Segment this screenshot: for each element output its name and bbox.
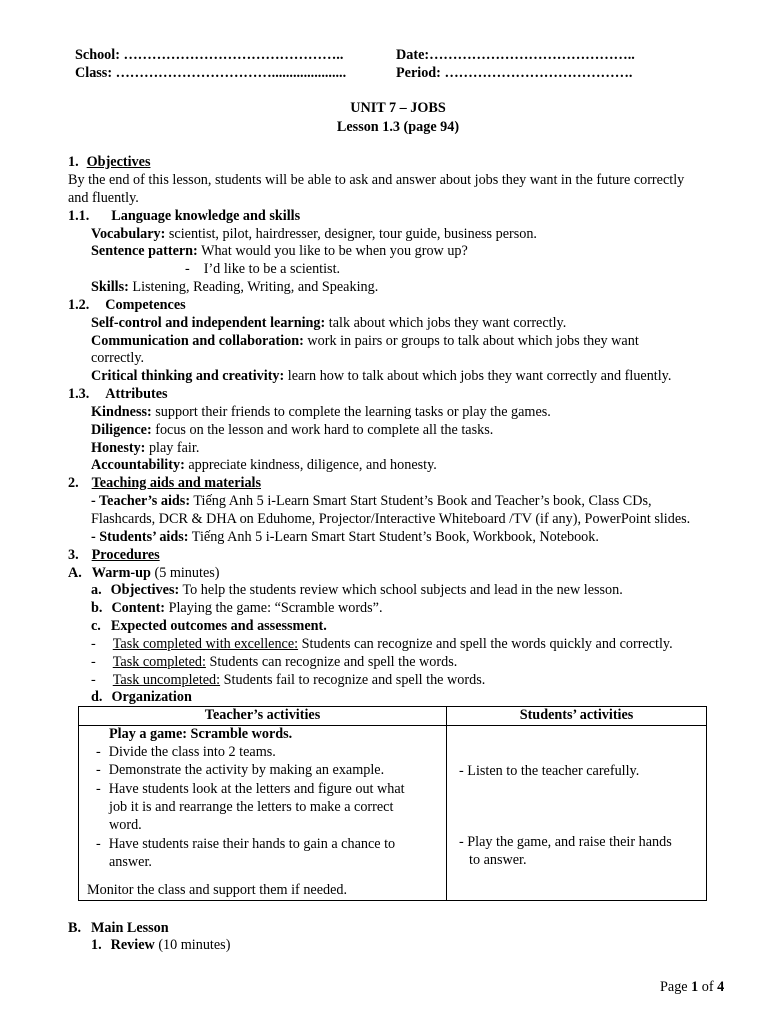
section-1-1-heading: 1.1. Language knowledge and skills: [68, 208, 301, 224]
class-field: Class: …………………………….....................: [75, 65, 347, 81]
section-1-2-heading: 1.2. Competences: [68, 297, 186, 313]
review-heading: 1. Review (10 minutes): [91, 937, 231, 953]
sentence-pattern-line: Sentence pattern: What would you like to be when you grow up?: [91, 243, 468, 259]
vocabulary-line: Vocabulary: scientist, pilot, hairdresser, designer, tour guide, business person.: [91, 226, 537, 242]
teacher-step-4: - Have students raise their hands to gain a chance to: [96, 836, 396, 852]
self-control-line: Self-control and independent learning: talk about which jobs they want correctly.: [91, 315, 567, 331]
accountability-line: Accountability: appreciate kindness, diligence, and honesty.: [91, 457, 437, 473]
teacher-step-2: - Demonstrate the activity by making an example.: [96, 762, 385, 778]
teacher-step-4-cont: answer.: [109, 854, 152, 870]
teacher-aids-line: - Teacher’s aids: Tiếng Anh 5 i-Learn Smart Start Student’s Book and Teacher’s book, Class CDs,: [91, 493, 652, 509]
communication-line: Communication and collaboration: work in pairs or groups to talk about which jobs they want: [91, 333, 639, 349]
kindness-line: Kindness: support their friends to complete the learning tasks or play the games.: [91, 404, 551, 420]
warmup-heading: A. Warm-up (5 minutes): [68, 565, 220, 581]
school-field: School: ………………………………………..: [75, 47, 344, 63]
main-lesson-heading: B. Main Lesson: [68, 920, 169, 936]
procedures-heading: 3. Procedures: [68, 547, 160, 563]
period-field: Period: ………………………………….: [396, 65, 633, 81]
organization-table: [78, 706, 707, 901]
objectives-heading: 1. Objectives: [68, 154, 151, 170]
table-header-row: [79, 707, 707, 726]
page-number: Page 1 of 4: [660, 979, 725, 995]
communication-line-cont: correctly.: [91, 350, 145, 366]
game-title: Play a game: Scramble words.: [109, 726, 293, 742]
critical-thinking-line: Critical thinking and creativity: learn how to talk about which jobs they want correctly and fluently.: [91, 368, 672, 384]
student-step-2: - Play the game, and raise their hands: [459, 834, 672, 850]
pattern-answer: - I’d like to be a scientist.: [185, 261, 341, 277]
teacher-step-3-cont: job it is and rearrange the letters to make a correct: [109, 799, 394, 815]
teacher-step-1: - Divide the class into 2 teams.: [96, 744, 276, 760]
students-activities-header: Students’ activities: [447, 707, 707, 726]
teacher-step-3-cont2: word.: [109, 817, 142, 833]
task-excellence: - Task completed with excellence: Students can recognize and spell the words quickly and correctly.: [91, 636, 673, 652]
diligence-line: Diligence: focus on the lesson and work hard to complete all the tasks.: [91, 422, 494, 438]
organization-heading: d. Organization: [91, 689, 192, 705]
objectives-intro: By the end of this lesson, students will be able to ask and answer about jobs they want in the future correctly: [68, 172, 685, 188]
teacher-monitor: Monitor the class and support them if needed.: [87, 882, 348, 898]
students-aids-line: - Students’ aids: Tiếng Anh 5 i-Learn Smart Start Student’s Book, Workbook, Notebook.: [91, 529, 599, 545]
objectives-intro-cont: and fluently.: [68, 190, 139, 206]
table-row: [79, 726, 707, 901]
section-1-3-heading: 1.3. Attributes: [68, 386, 168, 402]
honesty-line: Honesty: play fair.: [91, 440, 200, 456]
student-step-1: - Listen to the teacher carefully.: [459, 763, 640, 779]
skills-line: Skills: Listening, Reading, Writing, and Speaking.: [91, 279, 379, 295]
warmup-content: b. Content: Playing the game: “Scramble words”.: [91, 600, 383, 616]
task-completed: - Task completed: Students can recognize and spell the words.: [91, 654, 458, 670]
lesson-title: Lesson 1.3 (page 94): [336, 119, 460, 135]
student-step-2-cont: to answer.: [469, 852, 527, 868]
unit-title: UNIT 7 – JOBS: [350, 100, 446, 116]
teacher-activities-header: Teacher’s activities: [79, 707, 447, 726]
students-activities-cell: [447, 726, 707, 901]
aids-heading: 2. Teaching aids and materials: [68, 475, 261, 491]
warmup-outcomes: c. Expected outcomes and assessment.: [91, 618, 327, 634]
warmup-objectives: a. Objectives: To help the students review which school subjects and lead in the new lesson.: [91, 582, 623, 598]
date-field: Date:……………………………………..: [396, 47, 635, 63]
task-uncompleted: - Task uncompleted: Students fail to recognize and spell the words.: [91, 672, 486, 688]
teacher-aids-line-cont: Flashcards, DCR & DHA on Eduhome, Projector/Interactive Whiteboard /TV (if any), PowerPoint slides.: [91, 511, 691, 527]
teacher-activities-cell: [79, 726, 447, 901]
teacher-step-3: - Have students look at the letters and figure out what: [96, 781, 405, 797]
